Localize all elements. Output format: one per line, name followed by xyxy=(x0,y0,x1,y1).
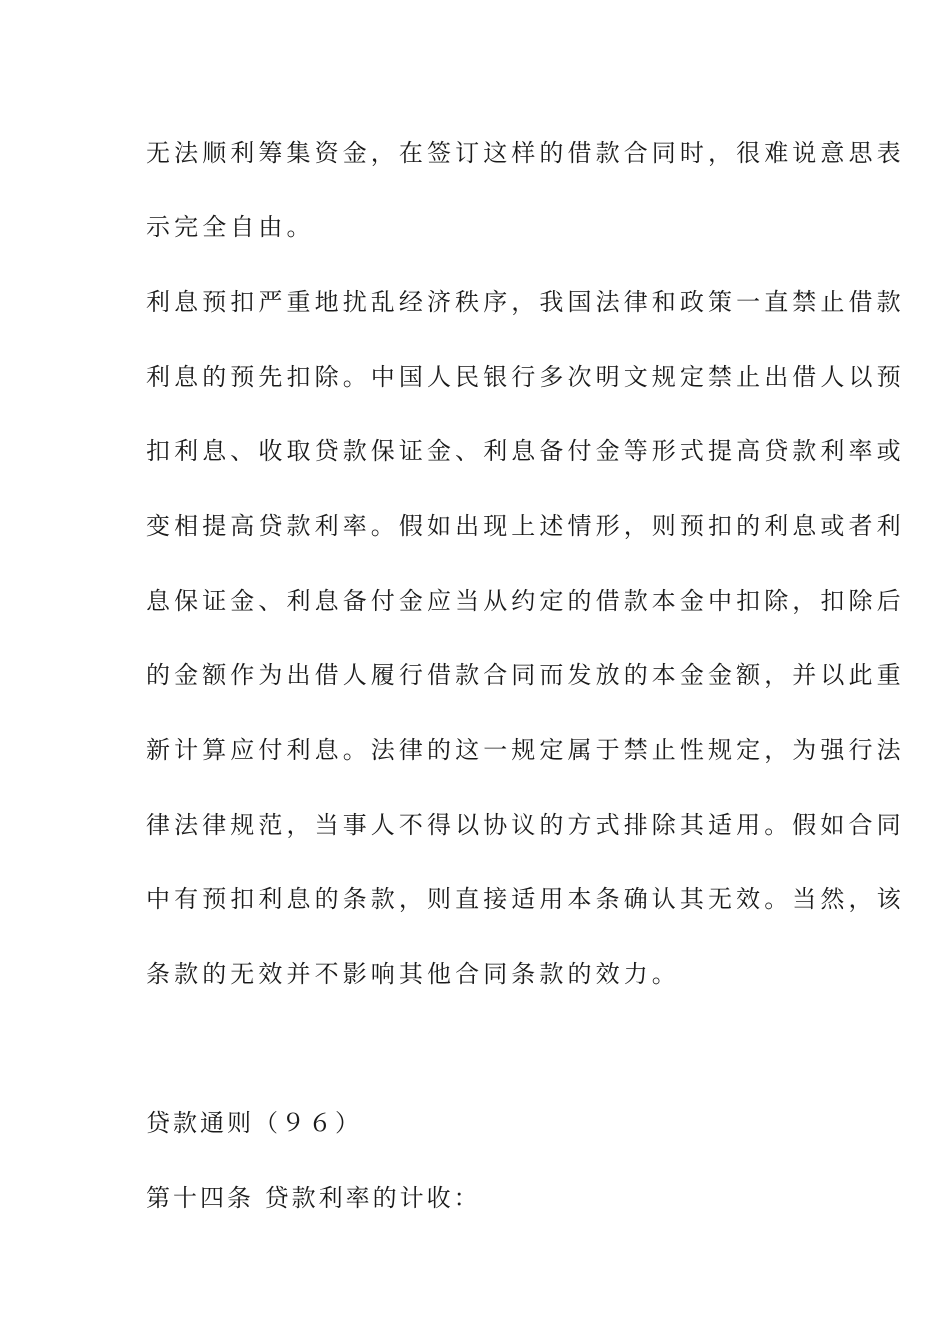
text-line-7: 息保证金、利息备付金应当从约定的借款本金中扣除，扣除后 xyxy=(146,587,905,615)
article-heading: 第十四条 贷款利率的计收： xyxy=(146,1184,481,1212)
text-line-6: 变相提高贷款利率。假如出现上述情形，则预扣的利息或者利 xyxy=(146,512,905,540)
text-line-3: 利息预扣严重地扰乱经济秩序，我国法律和政策一直禁止借款 xyxy=(146,288,905,316)
text-line-8: 的金额作为出借人履行借款合同而发放的本金金额，并以此重 xyxy=(146,661,905,689)
text-line-1: 无法顺利筹集资金，在签订这样的借款合同时，很难说意思表 xyxy=(146,139,905,167)
text-line-11: 中有预扣利息的条款，则直接适用本条确认其无效。当然，该 xyxy=(146,885,905,913)
section-heading: 贷款通则（９６） xyxy=(146,1109,362,1137)
text-line-4: 利息的预先扣除。中国人民银行多次明文规定禁止出借人以预 xyxy=(146,363,905,391)
text-line-9: 新计算应付利息。法律的这一规定属于禁止性规定，为强行法 xyxy=(146,736,905,764)
text-line-2: 示完全自由。 xyxy=(146,213,315,241)
text-line-5: 扣利息、收取贷款保证金、利息备付金等形式提高贷款利率或 xyxy=(146,437,905,465)
text-line-12: 条款的无效并不影响其他合同条款的效力。 xyxy=(146,960,680,988)
text-line-10: 律法律规范，当事人不得以协议的方式排除其适用。假如合同 xyxy=(146,811,905,839)
